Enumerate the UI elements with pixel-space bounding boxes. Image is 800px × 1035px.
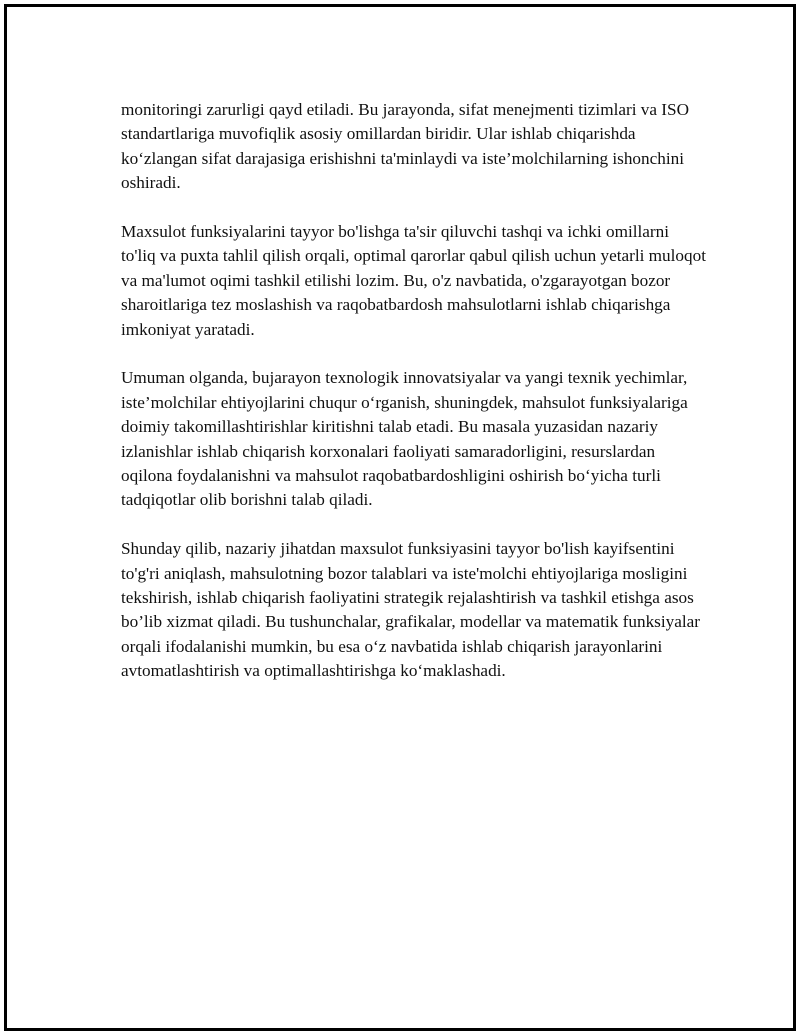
paragraph-4: Shunday qilib, nazariy jihatdan maxsulot funksiyasini tayyor bo'lish kayifsentini to'g'ri aniqlash, mahsulotning bozor talablari va iste'molchi ehtiyojlariga mosligini tekshirish, ishlab chiqarish faoliyatini strategik rejalashtirish va tashkil etishga asos bo’lib xizmat qiladi. Bu tushunchalar, grafikalar, modellar va matematik funksiyalar orqali ifodalanishi mumkin, bu esa o‘z navbatida ishlab chiqarish jarayonlarini avtomatlashtirish va optimallashtirishga ko‘maklashadi. xyxy=(121,539,700,681)
document-body xyxy=(121,98,706,708)
paragraph-3: Umuman olganda, bujarayon texnologik innovatsiyalar va yangi texnik yechimlar, iste’molchilar ehtiyojlarini chuqur o‘rganish, shuningdek, mahsulot funksiyalariga doimiy takomillashtirishlar kiritishni talab etadi. Bu masala yuzasidan nazariy izlanishlar ishlab chiqarish korxonalari faoliyati samaradorligini, resurslardan oqilona foydalanishni va mahsulot raqobatbardoshligini oshirish bo‘yicha turli tadqiqotlar olib borishni talab qiladi. xyxy=(121,368,688,510)
page-frame xyxy=(4,4,796,1031)
paragraph-2: Maxsulot funksiyalarini tayyor bo'lishga ta'sir qiluvchi tashqi va ichki omillarni to'liq va puxta tahlil qilish orqali, optimal qarorlar qabul qilish uchun yetarli muloqot va ma'lumot oqimi tashkil etilishi lozim. Bu, o'z navbatida, o'zgarayotgan bozor sharoitlariga tez moslashish va raqobatbardosh mahsulotlarni ishlab chiqarishga imkoniyat yaratadi. xyxy=(121,222,706,339)
paragraph-1: monitoringi zarurligi qayd etiladi. Bu jarayonda, sifat menejmenti tizimlari va ISO standartlariga muvofiqlik asosiy omillardan biridir. Ular ishlab chiqarishda ko‘zlangan sifat darajasiga erishishni ta'minlaydi va iste’molchilarning ishonchini oshiradi. xyxy=(121,100,689,193)
